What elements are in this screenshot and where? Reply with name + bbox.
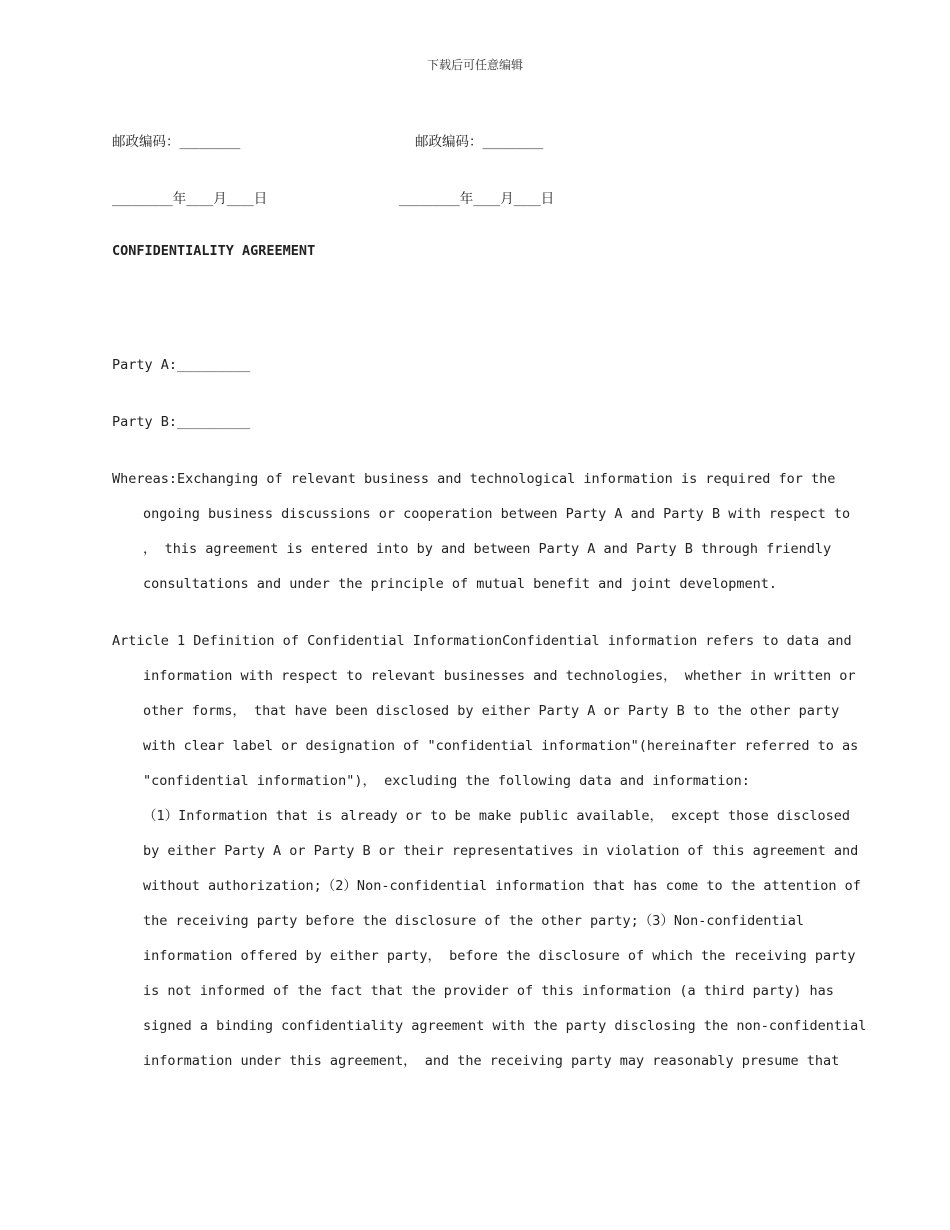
- article-line: information under this agreement， and the receiving party may reasonably presume that: [143, 1053, 840, 1069]
- postal-code-right: 邮政编码：_________: [415, 134, 544, 150]
- article-line: without authorization;（2）Non-confidential information that has come to the attention of: [143, 878, 861, 894]
- whereas-line: ， this agreement is entered into by and between Party A and Party B through friendly: [143, 541, 832, 557]
- article-line: is not informed of the fact that the provider of this information (a third party) has: [143, 983, 834, 999]
- article-line: "confidential information")， excluding the following data and information:: [143, 773, 750, 789]
- date-right: _________年____月____日: [399, 191, 555, 207]
- whereas-line: Whereas:Exchanging of relevant business and technological information is required for the: [112, 471, 836, 487]
- article-1-paragraph: [112, 624, 867, 1079]
- page-header-note: 下载后可任意编辑: [426, 58, 523, 72]
- article-line: the receiving party before the disclosure of the other party;（3）Non-confidential: [143, 913, 804, 929]
- article-line: Article 1 Definition of Confidential InformationConfidential information refers to data and: [112, 633, 852, 649]
- article-line: other forms， that have been disclosed by either Party A or Party B to the other party: [143, 703, 840, 719]
- date-left: _________年____月____日: [112, 191, 268, 207]
- whereas-line: consultations and under the principle of mutual benefit and joint development.: [143, 576, 777, 592]
- article-line: information offered by either party， before the disclosure of which the receiving party: [143, 948, 856, 964]
- whereas-paragraph: [112, 462, 851, 602]
- party-b-line: Party B:_________: [112, 414, 251, 430]
- party-a-line: Party A:_________: [112, 357, 251, 373]
- whereas-line: ongoing business discussions or cooperation between Party A and Party B with respect to: [143, 506, 851, 522]
- article-line: with clear label or designation of "confidential information"(hereinafter referred to as: [143, 738, 859, 754]
- article-line: by either Party A or Party B or their representatives in violation of this agreement and: [143, 843, 859, 859]
- article-line: （1）Information that is already or to be make public available， except those disclosed: [143, 808, 850, 824]
- article-line: signed a binding confidentiality agreement with the party disclosing the non-confidential: [143, 1018, 867, 1034]
- document-title: CONFIDENTIALITY AGREEMENT: [112, 243, 316, 259]
- postal-code-left: 邮政编码：_________: [112, 134, 241, 150]
- article-line: information with respect to relevant businesses and technologies， whether in written or: [143, 668, 856, 684]
